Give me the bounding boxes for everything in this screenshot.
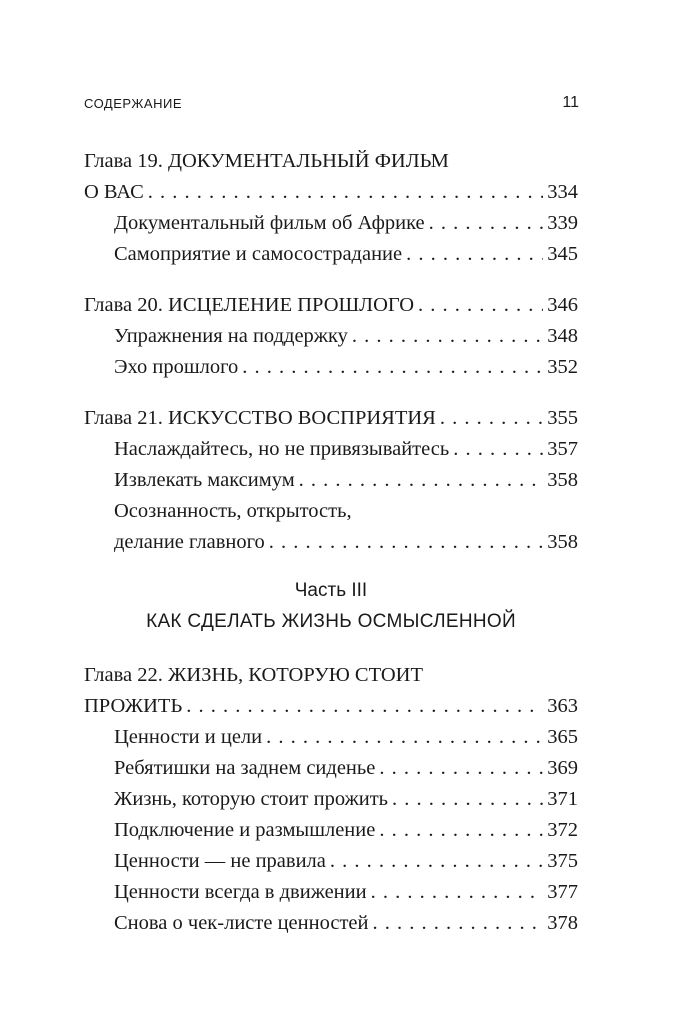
chapter-page: 355 bbox=[547, 407, 578, 429]
chapter-title[interactable] bbox=[84, 403, 578, 434]
entry-page: 352 bbox=[547, 356, 578, 378]
toc-entry[interactable] bbox=[84, 815, 578, 846]
dot-leader bbox=[379, 753, 543, 784]
toc-entry-continued[interactable] bbox=[84, 527, 578, 558]
dot-leader bbox=[242, 352, 543, 383]
entry-title: Ценности и цели bbox=[114, 726, 263, 748]
dot-leader bbox=[148, 177, 543, 208]
toc-entry[interactable] bbox=[84, 877, 578, 908]
entry-page: 365 bbox=[547, 726, 578, 748]
entry-title: Упражнения на поддержку bbox=[114, 325, 348, 347]
toc-chapter-20 bbox=[84, 290, 578, 383]
entry-page: 339 bbox=[547, 212, 578, 234]
dot-leader bbox=[330, 846, 543, 877]
entry-title: Ценности — не правила bbox=[114, 850, 326, 872]
spacer bbox=[84, 638, 578, 660]
chapter-title-text: Глава 20. ИСЦЕЛЕНИЕ ПРОШЛОГО bbox=[84, 294, 415, 316]
chapter-title-line2: ПРОЖИТЬ bbox=[84, 695, 183, 717]
toc-entry[interactable] bbox=[84, 908, 578, 939]
part-label: Часть III bbox=[294, 580, 368, 601]
chapter-page: 334 bbox=[547, 181, 578, 203]
toc-entry[interactable] bbox=[84, 434, 578, 465]
entry-title: Извлекать максимум bbox=[114, 469, 295, 491]
dot-leader bbox=[418, 290, 543, 321]
toc-entry[interactable] bbox=[84, 846, 578, 877]
toc-chapter-19 bbox=[84, 146, 578, 270]
toc-chapter-21 bbox=[84, 403, 578, 558]
spacer bbox=[84, 383, 578, 403]
entry-page: 357 bbox=[547, 438, 578, 460]
entry-title-line2: делание главного bbox=[114, 531, 265, 553]
chapter-title-continued[interactable] bbox=[84, 177, 578, 208]
toc-part-3[interactable] bbox=[84, 576, 578, 638]
part-title: КАК СДЕЛАТЬ ЖИЗНЬ ОСМЫСЛЕННОЙ bbox=[146, 611, 516, 632]
dot-leader bbox=[453, 434, 543, 465]
chapter-title-continued[interactable] bbox=[84, 691, 578, 722]
entry-title: Наслаждайтесь, но не привязывайтесь bbox=[114, 438, 450, 460]
entry-page: 358 bbox=[547, 531, 578, 553]
dot-leader bbox=[429, 208, 544, 239]
chapter-title[interactable]: Глава 19. ДОКУМЕНТАЛЬНЫЙ ФИЛЬМ bbox=[84, 150, 449, 172]
entry-page: 369 bbox=[547, 757, 578, 779]
dot-leader bbox=[299, 465, 544, 496]
table-of-contents bbox=[84, 146, 578, 939]
entry-title: Снова о чек-листе ценностей bbox=[114, 912, 369, 934]
dot-leader bbox=[406, 239, 543, 270]
toc-entry[interactable] bbox=[84, 496, 578, 527]
dot-leader bbox=[352, 321, 543, 352]
dot-leader bbox=[269, 527, 543, 558]
running-head: СОДЕРЖАНИЕ bbox=[84, 96, 183, 111]
chapter-title[interactable]: Глава 22. ЖИЗНЬ, КОТОРУЮ СТОИТ bbox=[84, 664, 423, 686]
chapter-title-text: Глава 21. ИСКУССТВО ВОСПРИЯТИЯ bbox=[84, 407, 436, 429]
entry-page: 371 bbox=[547, 788, 578, 810]
entry-title: Самоприятие и самосострадание bbox=[114, 243, 403, 265]
page-number: 11 bbox=[562, 94, 579, 111]
toc-entry[interactable] bbox=[84, 321, 578, 352]
toc-entry[interactable] bbox=[84, 465, 578, 496]
chapter-title[interactable] bbox=[84, 290, 578, 321]
toc-entry[interactable] bbox=[84, 352, 578, 383]
toc-entry[interactable] bbox=[84, 784, 578, 815]
dot-leader bbox=[186, 691, 543, 722]
entry-title: Жизнь, которую стоит прожить bbox=[114, 788, 389, 810]
toc-entry[interactable] bbox=[84, 239, 578, 270]
toc-entry[interactable] bbox=[84, 208, 578, 239]
entry-page: 372 bbox=[547, 819, 578, 841]
chapter-page: 346 bbox=[547, 294, 578, 316]
entry-page: 358 bbox=[547, 469, 578, 491]
dot-leader bbox=[371, 877, 544, 908]
chapter-title-line2: О ВАС bbox=[84, 181, 144, 203]
dot-leader bbox=[372, 908, 543, 939]
dot-leader bbox=[379, 815, 543, 846]
chapter-page: 363 bbox=[547, 695, 578, 717]
entry-page: 348 bbox=[547, 325, 578, 347]
toc-chapter-22 bbox=[84, 660, 578, 939]
entry-title: Ценности всегда в движении bbox=[114, 881, 367, 903]
dot-leader bbox=[440, 403, 543, 434]
spacer bbox=[84, 270, 578, 290]
entry-title: Подключение и размышление bbox=[114, 819, 376, 841]
entry-page: 378 bbox=[547, 912, 578, 934]
entry-page: 377 bbox=[547, 881, 578, 903]
entry-title-line1: Осознанность, открытость, bbox=[114, 500, 352, 522]
entry-title: Ребятишки на заднем сиденье bbox=[114, 757, 376, 779]
entry-page: 345 bbox=[547, 243, 578, 265]
entry-title: Документальный фильм об Африке bbox=[114, 212, 425, 234]
entry-page: 375 bbox=[547, 850, 578, 872]
dot-leader bbox=[392, 784, 543, 815]
entry-title: Эхо прошлого bbox=[114, 356, 239, 378]
toc-entry[interactable] bbox=[84, 753, 578, 784]
toc-entry[interactable] bbox=[84, 722, 578, 753]
dot-leader bbox=[266, 722, 543, 753]
